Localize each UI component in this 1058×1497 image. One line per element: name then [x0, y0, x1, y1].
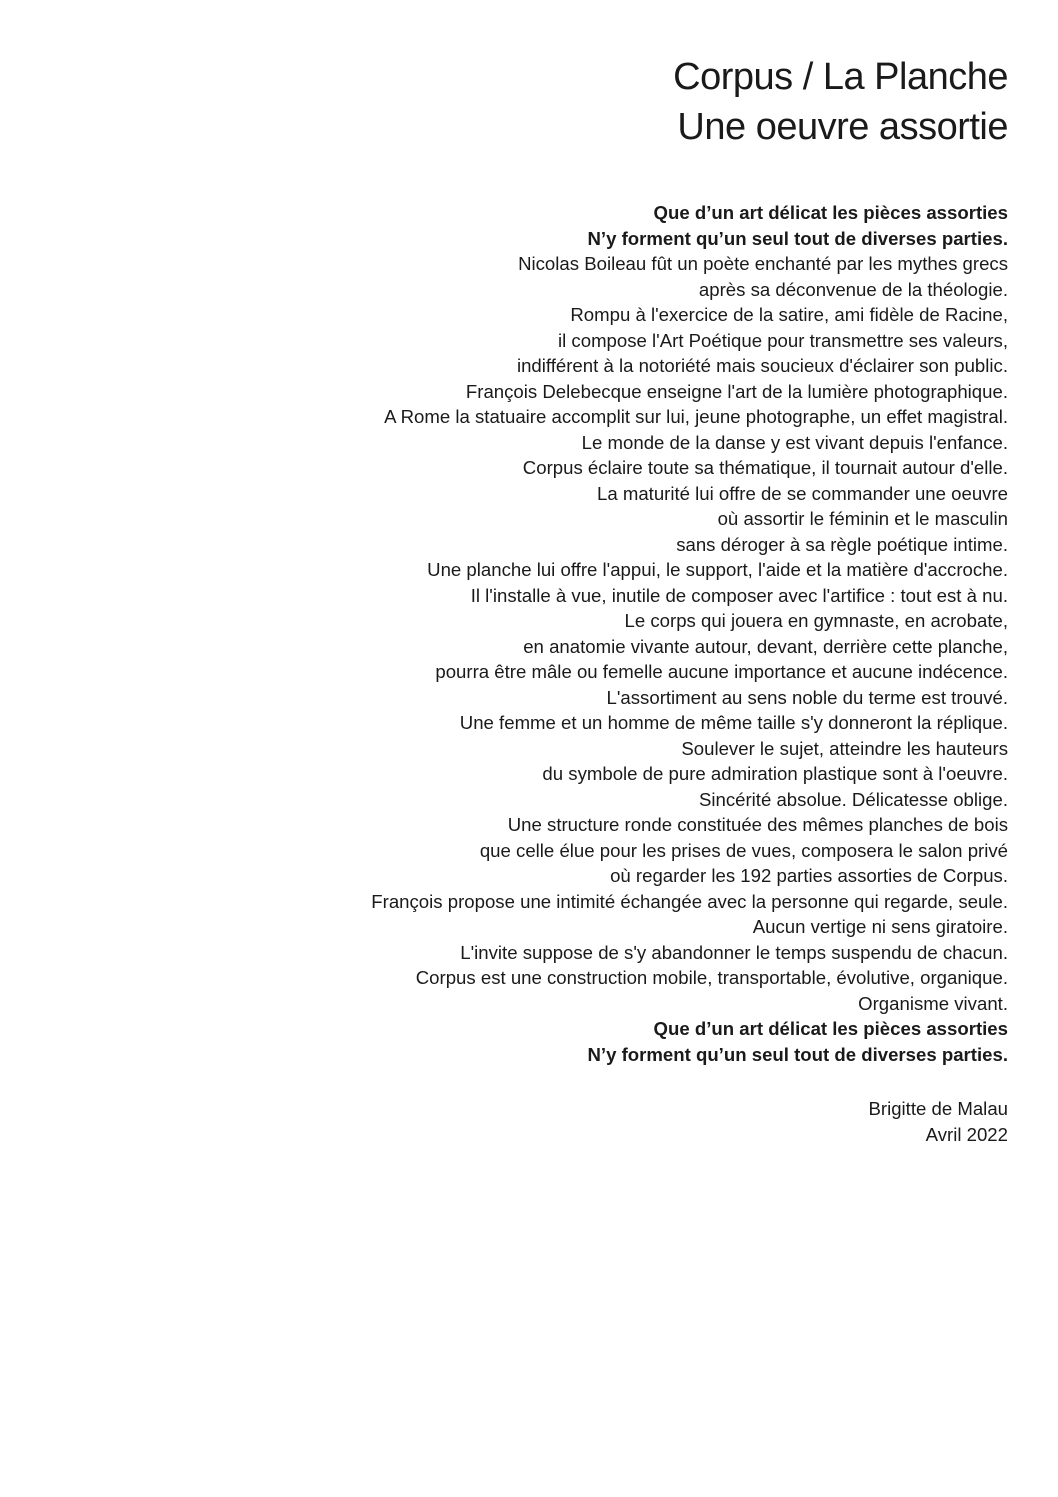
poem-line: Une planche lui offre l'appui, le support, l'aide et la matière d'accroche.: [427, 559, 1008, 580]
poem-line: Le monde de la danse y est vivant depuis l'enfance.: [581, 431, 1008, 453]
poem-line: Soulever le sujet, atteindre les hauteurs: [681, 737, 1008, 759]
poem-line: Que d’un art délicat les pièces assorties: [653, 1018, 1008, 1039]
poem-line: Une femme et un homme de même taille s'y donneront la réplique.: [459, 712, 1008, 733]
poem-line: Organisme vivant.: [858, 992, 1008, 1014]
poem-line: Que d’un art délicat les pièces assorties: [653, 202, 1008, 223]
signature-date: Avril 2022: [925, 1124, 1008, 1145]
poem-line: Corpus éclaire toute sa thématique, il tournait autour d'elle.: [522, 457, 1008, 478]
poem-text: [371, 200, 1008, 1067]
poem-line: L'invite suppose de s'y abandonner le temps suspendu de chacun.: [460, 941, 1008, 963]
poem-line: sans déroger à sa règle poétique intime.: [676, 533, 1008, 555]
poem-line: pourra être mâle ou femelle aucune importance et aucune indécence.: [435, 661, 1008, 682]
poem-line: Corpus est une construction mobile, transportable, évolutive, organique.: [415, 967, 1008, 988]
poem-line: Sincérité absolue. Délicatesse oblige.: [698, 788, 1008, 810]
poem-line: après sa déconvenue de la théologie.: [698, 278, 1008, 300]
poem-line: Il l'installe à vue, inutile de composer avec l'artifice : tout est à nu.: [470, 584, 1008, 606]
page-subtitle: Une oeuvre assortie: [677, 106, 1008, 148]
poem-line: où regarder les 192 parties assorties de Corpus.: [610, 865, 1008, 886]
title-block: [673, 52, 1008, 152]
poem-line: L'assortiment au sens noble du terme est trouvé.: [606, 686, 1008, 708]
signature-block: [868, 1096, 1008, 1148]
poem-line: Aucun vertige ni sens giratoire.: [752, 916, 1008, 937]
poem-line: La maturité lui offre de se commander une oeuvre: [596, 482, 1008, 504]
poem-line: François propose une intimité échangée avec la personne qui regarde, seule.: [371, 890, 1008, 912]
poem-line: où assortir le féminin et le masculin: [717, 508, 1008, 529]
poem-line: du symbole de pure admiration plastique sont à l'oeuvre.: [542, 763, 1008, 784]
poem-line: Nicolas Boileau fût un poète enchanté par les mythes grecs: [518, 253, 1008, 274]
poem-line: A Rome la statuaire accomplit sur lui, jeune photographe, un effet magistral.: [384, 406, 1008, 427]
poem-line: en anatomie vivante autour, devant, derrière cette planche,: [523, 635, 1008, 657]
poem-line: Rompu à l'exercice de la satire, ami fidèle de Racine,: [570, 304, 1008, 325]
author-name: Brigitte de Malau: [868, 1098, 1008, 1119]
poem-line: indifférent à la notoriété mais soucieux d'éclairer son public.: [516, 355, 1008, 376]
poem-line: N’y forment qu’un seul tout de diverses parties.: [587, 227, 1008, 249]
poem-line: Le corps qui jouera en gymnaste, en acrobate,: [624, 610, 1008, 631]
poem-line: il compose l'Art Poétique pour transmettre ses valeurs,: [558, 329, 1008, 351]
poem-line: Une structure ronde constituée des mêmes planches de bois: [507, 814, 1008, 835]
poem-line: François Delebecque enseigne l'art de la lumière photographique.: [465, 380, 1008, 402]
poem-line: que celle élue pour les prises de vues, composera le salon privé: [479, 839, 1008, 861]
poem-line: N’y forment qu’un seul tout de diverses parties.: [587, 1043, 1008, 1065]
page-title: Corpus / La Planche: [673, 56, 1008, 98]
